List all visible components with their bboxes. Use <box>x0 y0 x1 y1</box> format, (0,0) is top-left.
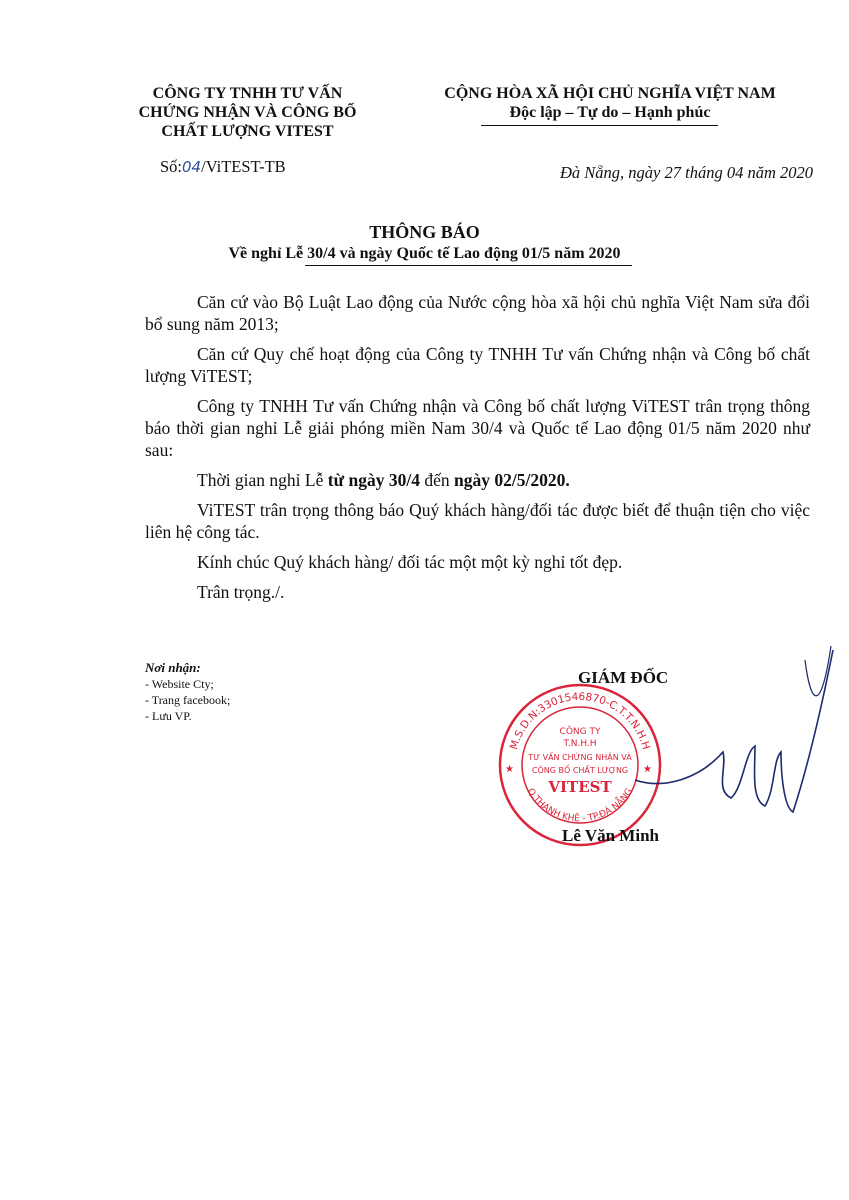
doc-no-prefix: Số: <box>160 157 183 176</box>
star-icon: ★ <box>505 764 514 775</box>
paragraph-closing: Trân trọng./. <box>197 582 285 602</box>
holiday-to: ngày 02/5/2020. <box>453 470 570 490</box>
organization-header <box>95 84 400 141</box>
document-number <box>160 157 286 177</box>
national-motto: Độc lập – Tự do – Hạnh phúc <box>509 104 711 121</box>
document-body <box>145 291 810 611</box>
recipients-title: Nơi nhận: <box>145 660 201 675</box>
paragraph-notice: ViTEST trân trọng thông báo Quý khách hàng/đối tác được biết để thuận tiện cho việc liên hệ công tác. <box>145 500 810 542</box>
paragraph-legal-basis-2: Căn cứ Quy chế hoạt động của Công ty TNHH Tư vấn Chứng nhận và Công bố chất lượng ViTEST; <box>145 344 810 386</box>
recipient-item: - Trang facebook; <box>145 693 231 707</box>
stamp-ring-text: M.S.D.N:3301546870-C.T.T.N.H.H <box>507 690 653 751</box>
doc-no-suffix: /ViTEST-TB <box>201 157 286 176</box>
paragraph-wishes: Kính chúc Quý khách hàng/ đối tác một một kỳ nghỉ tốt đẹp. <box>197 552 623 572</box>
stamp-line2: T.N.H.H <box>563 739 597 749</box>
paragraph-legal-basis-1: Căn cứ vào Bộ Luật Lao động của Nước cộng hòa xã hội chủ nghĩa Việt Nam sửa đổi bổ sung năm 2013; <box>145 292 810 334</box>
stamp-line1: CÔNG TY <box>559 727 601 737</box>
national-header <box>400 84 820 122</box>
recipient-item: - Lưu VP. <box>145 709 192 723</box>
doc-no-number: 04 <box>182 158 202 176</box>
org-name-line3: CHẤT LƯỢNG VITEST <box>161 123 334 140</box>
subtitle-underline <box>305 265 632 266</box>
org-name-line2: CHỨNG NHẬN VÀ CÔNG BỐ <box>138 104 357 121</box>
motto-underline <box>481 125 718 126</box>
nation-name: CỘNG HÒA XÃ HỘI CHỦ NGHĨA VIỆT NAM <box>444 85 776 102</box>
org-name-line1: CÔNG TY TNHH TƯ VẤN <box>152 85 343 102</box>
paragraph-announcement: Công ty TNHH Tư vấn Chứng nhận và Công bố chất lượng ViTEST trân trọng thông báo thời gian nghỉ Lễ giải phóng miền Nam 30/4 và Quốc tế Lao động 01/5 năm 2020 như sau: <box>145 396 810 460</box>
holiday-pre: Thời gian nghỉ Lễ <box>197 470 328 490</box>
holiday-mid: đến <box>419 470 454 490</box>
stamp-line5: VITEST <box>548 778 612 796</box>
stamp-bottom-text: Q.THANH KHÊ - TP.ĐÀ NẴNG <box>525 786 635 825</box>
document-subtitle: Về nghỉ Lễ 30/4 và ngày Quốc tế Lao động 01/5 năm 2020 <box>228 245 621 262</box>
recipients-block <box>145 660 230 724</box>
paragraph-holiday-period <box>145 469 810 491</box>
star-icon: ★ <box>643 764 652 775</box>
holiday-from: từ ngày 30/4 <box>327 470 420 490</box>
signatory-name: Lê Văn Minh <box>562 826 659 845</box>
document-date: Đà Nẵng, ngày 27 tháng 04 năm 2020 <box>560 163 813 182</box>
document-title: THÔNG BÁO <box>369 222 480 242</box>
signatory-title: GIÁM ĐỐC <box>578 668 669 687</box>
recipient-item: - Website Cty; <box>145 677 214 691</box>
stamp-line3: TƯ VẤN CHỨNG NHẬN VÀ <box>528 753 632 762</box>
stamp-line4: CÔNG BỐ CHẤT LƯỢNG <box>531 766 629 775</box>
